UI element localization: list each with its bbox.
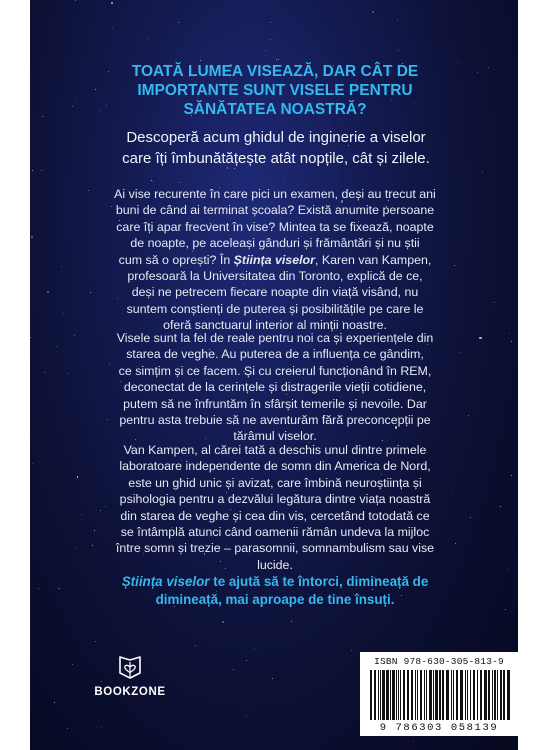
- barcode-bar: [494, 670, 496, 720]
- star: [72, 106, 73, 107]
- book-back-cover: [30, 0, 518, 750]
- star: [283, 179, 284, 180]
- text-segment: te ajută să te întorci, dimineață de: [209, 574, 429, 589]
- star: [112, 28, 113, 29]
- book-title-inline: Știința viselor: [121, 574, 210, 589]
- paragraph-line: pentru asta trebuie să ne aventurăm fără preconcepții pe: [119, 413, 431, 428]
- star: [276, 59, 277, 60]
- isbn-label: ISBN 978-630-305-813-9: [374, 656, 504, 667]
- star: [195, 645, 196, 646]
- closing-line: dimineață, mai aproape de tine însuți.: [155, 591, 395, 607]
- star: [72, 664, 73, 665]
- barcode-bar: [446, 670, 449, 720]
- barcode-bar: [507, 670, 510, 720]
- star: [272, 678, 273, 679]
- barcode-bar: [378, 670, 379, 720]
- barcode-bar: [439, 670, 441, 720]
- tagline-line: Descoperă acum ghidul de inginerie a viselor: [126, 129, 426, 146]
- star: [63, 313, 64, 314]
- barcode-bar: [382, 670, 385, 720]
- barcode-bar: [426, 670, 427, 720]
- text-segment: cum să o oprești? În: [118, 252, 234, 267]
- paragraph-line: ce simțim și ce facem. Și cu creierul funcționând în REM,: [118, 363, 432, 378]
- paragraph-line: laboratoare independente de somn din America de Nord,: [119, 459, 431, 474]
- star: [233, 669, 234, 670]
- barcode-bar: [403, 670, 405, 720]
- barcode-bar: [370, 670, 372, 720]
- star: [75, 0, 76, 1]
- star: [200, 60, 201, 61]
- publisher-logo: [90, 656, 170, 698]
- barcode-bar: [417, 670, 418, 720]
- barcode-bar: [390, 670, 391, 720]
- barcode-bar: [500, 670, 502, 720]
- headline-line: TOATĂ LUMEA VISEAZĂ, DAR CÂT DE: [131, 63, 419, 80]
- paragraph-line: buni de când ai terminat școala? Există anumite persoane: [115, 203, 435, 218]
- barcode-bar: [453, 670, 454, 720]
- star: [278, 59, 279, 60]
- barcode-bar: [411, 670, 413, 720]
- barcode: [360, 652, 518, 736]
- barcode-bar: [386, 670, 389, 720]
- barcode-bar: [484, 670, 487, 720]
- paragraph-line: care îți apar frecvent în vise? Mintea ta se fixează, noapte: [116, 219, 434, 234]
- star: [479, 337, 481, 339]
- barcode-bars: [366, 670, 512, 720]
- barcode-bar: [503, 670, 505, 720]
- star: [270, 39, 271, 40]
- headline: [100, 62, 450, 119]
- star: [32, 170, 33, 171]
- star: [265, 50, 266, 51]
- star: [32, 463, 33, 464]
- star: [500, 506, 501, 507]
- star: [44, 372, 45, 373]
- barcode-bar: [470, 670, 471, 720]
- star: [291, 621, 292, 622]
- barcode-bar: [442, 670, 444, 720]
- star: [222, 621, 224, 623]
- tagline: [80, 128, 472, 169]
- paragraph-line: psihologia pentru a dezvălui legătura dintre viața noastră: [119, 492, 431, 507]
- headline-line: IMPORTANTE SUNT VISELE PENTRU: [137, 82, 413, 99]
- star: [101, 727, 102, 728]
- barcode-bar: [435, 670, 438, 720]
- paragraph-line: de noapte, pe aceleași gânduri și frământări și nu știi: [130, 236, 420, 251]
- barcode-bar: [480, 670, 482, 720]
- star: [505, 609, 506, 610]
- barcode-bar: [380, 670, 381, 720]
- star: [56, 346, 57, 347]
- star: [95, 89, 96, 90]
- barcode-bar: [451, 670, 452, 720]
- paragraph-line: se întâmplă atunci când oamenii rămân undeva la mijloc: [120, 525, 430, 540]
- paragraph-line: suntem conștienți de puterea și posibilitățile pe care le: [126, 301, 424, 316]
- barcode-bar: [392, 670, 395, 720]
- star: [30, 337, 31, 338]
- barcode-bar: [492, 670, 493, 720]
- star: [76, 100, 77, 101]
- star: [413, 741, 414, 742]
- barcode-bar: [420, 670, 422, 720]
- star: [270, 22, 271, 23]
- barcode-bar: [374, 670, 376, 720]
- star: [54, 702, 55, 703]
- star: [47, 291, 49, 293]
- star: [178, 22, 179, 23]
- star: [42, 116, 44, 118]
- star: [246, 715, 247, 716]
- paragraph-line: între somn și trezie – parasomnii, somnambulism sau vise: [115, 541, 435, 556]
- closing-statement: [74, 573, 476, 608]
- description-paragraph-1: [74, 186, 476, 334]
- star: [58, 588, 60, 590]
- barcode-bar: [465, 670, 466, 720]
- star: [38, 588, 39, 589]
- tagline-line: care îți îmbunătățește atât nopțile, cât și zilele.: [122, 149, 430, 167]
- barcode-bar: [497, 670, 498, 720]
- description-paragraph-3: [74, 442, 476, 573]
- text-segment: , Karen van Kampen,: [314, 252, 432, 267]
- paragraph-line: Van Kampen, al cărei tată a deschis unul dintre primele: [123, 443, 427, 457]
- star: [477, 72, 478, 73]
- barcode-bar: [396, 670, 397, 720]
- star: [351, 650, 352, 651]
- paragraph-line: Visele sunt la fel de reale pentru noi ca și experiențele din: [116, 331, 434, 345]
- star: [111, 2, 113, 4]
- star: [67, 373, 68, 374]
- star: [482, 171, 483, 172]
- star: [458, 62, 459, 63]
- star: [397, 19, 398, 20]
- star: [511, 475, 512, 476]
- barcode-bar: [467, 670, 468, 720]
- barcode-bar: [456, 670, 458, 720]
- star: [148, 38, 149, 39]
- star: [488, 67, 489, 68]
- barcode-bar: [429, 670, 432, 720]
- paragraph-line: tărâmul viselor.: [233, 429, 317, 444]
- headline-line: SĂNĂTATEA NOASTRĂ?: [183, 101, 367, 118]
- star: [254, 648, 255, 649]
- publisher-name: BOOKZONE: [94, 686, 166, 698]
- star: [494, 302, 495, 303]
- star: [511, 341, 512, 342]
- star: [152, 181, 153, 182]
- barcode-bar: [398, 670, 399, 720]
- star: [95, 641, 96, 642]
- barcode-bar: [400, 670, 401, 720]
- barcode-bar: [477, 670, 478, 720]
- paragraph-line: din starea de veghe și cea din vis, cercetând totodată ce: [120, 508, 430, 523]
- star: [508, 569, 509, 570]
- paragraph-line: deconectat de la cerințele și distragerile vieții cotidiene,: [123, 380, 427, 395]
- paragraph-line: putem să ne înfruntăm în sfârșit temerile și nevoile. Dar: [123, 396, 427, 411]
- barcode-bar: [488, 670, 490, 720]
- paragraph-line: deși ne petrecem fiecare noapte din viață visând, nu: [131, 285, 419, 300]
- book-title-inline: Știința viselor: [233, 252, 315, 267]
- book-heart-icon: [116, 656, 144, 680]
- paragraph-line: este un ghid unic și avizat, care îmbină neuroștiința și: [128, 475, 422, 490]
- description-paragraph-2: [74, 330, 476, 445]
- paragraph-line: starea de veghe. Au puterea de a influența ce gândim,: [126, 347, 424, 362]
- star: [41, 170, 42, 171]
- barcode-number: 9 786303 058139: [379, 722, 499, 734]
- paragraph-line: Ai vise recurente în care pici un examen, deși au trecut ani: [114, 187, 436, 201]
- star: [398, 50, 399, 51]
- star: [372, 11, 374, 13]
- star: [246, 660, 247, 661]
- closing-line: [74, 573, 476, 591]
- barcode-bar: [473, 670, 475, 720]
- barcode-bar: [424, 670, 425, 720]
- star: [509, 333, 510, 334]
- star: [180, 182, 181, 183]
- barcode-bar: [460, 670, 463, 720]
- barcode-bar: [407, 670, 409, 720]
- paragraph-line: profesoară la Universitatea din Toronto, explică de ce,: [127, 269, 423, 284]
- paragraph-line: oferă sanctuarul interior al minții noastre.: [163, 318, 387, 333]
- star: [61, 266, 62, 267]
- paragraph-line: [74, 252, 476, 268]
- paragraph-line: lucide.: [257, 557, 293, 572]
- star: [31, 236, 33, 238]
- barcode-bar: [433, 670, 434, 720]
- star: [67, 728, 68, 729]
- barcode-bar: [415, 670, 416, 720]
